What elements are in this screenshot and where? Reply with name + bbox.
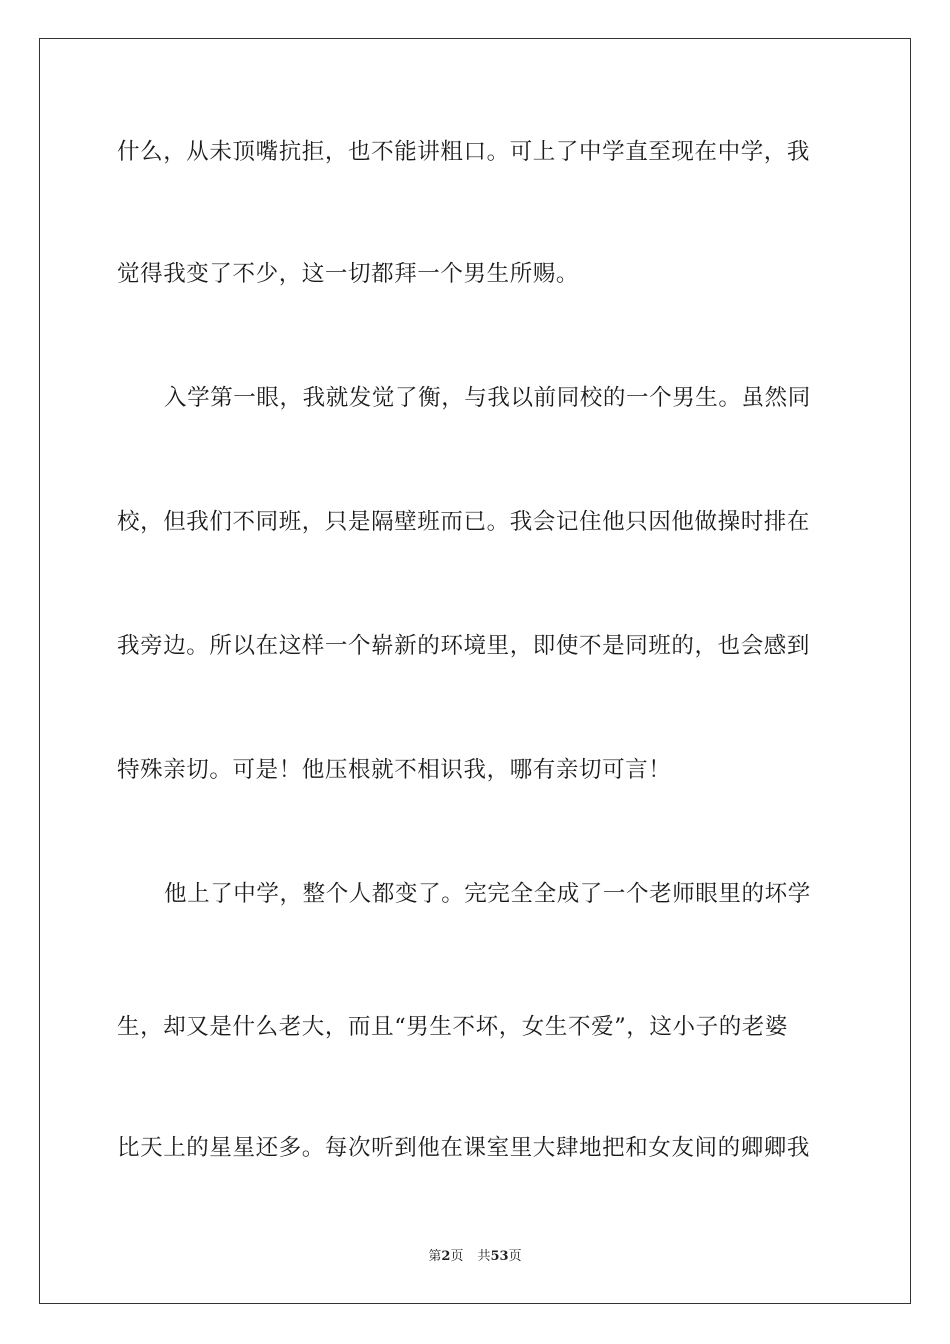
text-line-4: 校，但我们不同班，只是隔壁班而已。我会记住他只因他做操时排在 — [117, 509, 811, 535]
total-suffix: 页 — [508, 1249, 522, 1264]
text-line-3: 入学第一眼，我就发觉了衡，与我以前同校的一个男生。虽然同 — [164, 385, 811, 411]
total-prefix: 共 — [477, 1249, 491, 1264]
text-line-7: 他上了中学，整个人都变了。完完全全成了一个老师眼里的坏学 — [164, 881, 811, 907]
page-prefix: 第 — [428, 1249, 442, 1264]
page-footer — [0, 1248, 950, 1266]
text-line-9: 比天上的星星还多。每次听到他在课室里大肆地把和女友间的卿卿我 — [117, 1135, 811, 1161]
page-suffix: 页 — [450, 1249, 464, 1264]
total-pages: 53 — [490, 1249, 509, 1264]
text-line-8: 生，却又是什么老大，而且“男生不坏，女生不爱”，这小子的老婆 — [117, 1014, 789, 1040]
text-line-2: 觉得我变了不少，这一切都拜一个男生所赐。 — [117, 261, 580, 287]
page-border — [39, 38, 911, 1304]
text-line-1: 什么，从未顶嘴抗拒，也不能讲粗口。可上了中学直至现在中学，我 — [117, 139, 811, 165]
text-line-5: 我旁边。所以在这样一个崭新的环境里，即使不是同班的，也会感到 — [117, 633, 811, 659]
page-number: 2 — [441, 1249, 451, 1264]
text-line-6: 特殊亲切。可是！他压根就不相识我，哪有亲切可言！ — [117, 757, 672, 783]
